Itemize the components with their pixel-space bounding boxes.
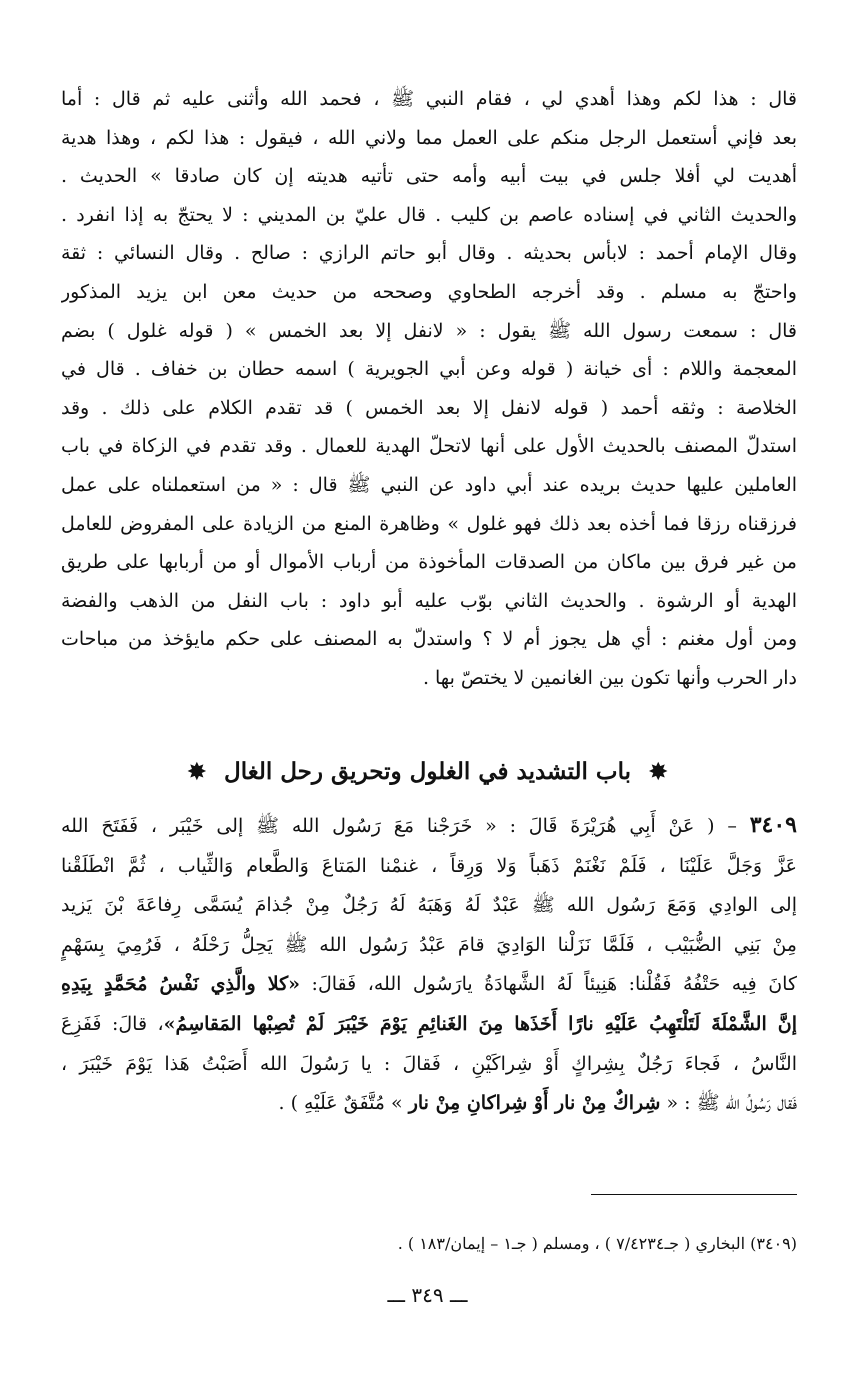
prophetic-saying: إنَّ الشَّمْلَةَ لَتَلْتَهِبُ عَلَيْهِ نارًا أَخَذَها مِنَ الغَنائِمِ يَوْمَ خَيْبَرَ لَمْ تُصِبْها المَقاسِمُ» bbox=[163, 1012, 797, 1035]
hadith-segment: النَّاسُ ، فَجاءَ رَجُلٌ بِشِراكٍ أَوْ شِراكَيْنِ ، فَقالَ : يا رَسُولَ الله أَصَبْتُ هَذا يَوْمَ خَيْبَرَ ، bbox=[61, 1052, 797, 1075]
commentary-line: قال : هذا لكم وهذا أهدي لي ، فقام النبي ﷺ ، فحمد الله وأثنى عليه ثم قال : أما bbox=[61, 88, 797, 110]
hadith-line bbox=[61, 806, 797, 847]
star-ornament-icon: ✸ bbox=[187, 759, 206, 785]
commentary-line: واحتجّ به مسلم . وقد أخرجه الطحاوي وصححه من حديث معن ابن يزيد المذكور bbox=[61, 280, 797, 303]
hadith-line bbox=[61, 1005, 797, 1045]
commentary-line: ومن أول مغنم : أي هل يجوز أم لا ؟ واستدلّ به المصنف على حكم مايؤخذ من مباحات bbox=[61, 628, 797, 651]
hadith-line bbox=[61, 1045, 797, 1085]
chapter-title: باب التشديد في الغلول وتحريق رحل الغال bbox=[224, 758, 631, 785]
hadith-segment: – ( عَنْ أَبِي هُرَيْرَةَ قَالَ : « خَرَجْنا مَعَ رَسُول الله ﷺ إلى خَيْبَر ، فَفَتَحَ الله bbox=[61, 815, 750, 837]
commentary-line: دار الحرب وأنها تكون بين الغانمين لا يختصّ بها . bbox=[422, 666, 797, 689]
footnote: (٣٤٠٩) البخاري ( جـ٧/٤٢٣٤ ) ، ومسلم ( جـ١ – إيمان/١٨٣ ) . bbox=[397, 1234, 797, 1253]
prophetic-saying: شِراكٌ مِنْ نار أَوْ شِراكانِ مِنْ نار bbox=[408, 1092, 661, 1115]
commentary-line: فرزقناه رزقا فما أخذه بعد ذلك فهو غلول » وظاهرة المنع من الزيادة على المفروض للعامل bbox=[61, 512, 797, 535]
commentary-line: أهديت لي أفلا جلس في بيت أبيه وأمه حتى تأتيه هديته إن كان صادقا » الحديث . bbox=[61, 165, 797, 188]
commentary-line: الهدية أو الرشوة . والحديث الثاني بوّب عليه أبو داود : باب النفل من الذهب والفضة bbox=[61, 589, 797, 612]
commentary-line: وقال الإمام أحمد : لابأس بحديثه . وقال أبو حاتم الرازي : صالح . وقال النسائي : ثقة bbox=[61, 242, 797, 265]
hadith-line bbox=[61, 847, 797, 887]
hadith-segment: فَقال رَسُولُ الله ﷺ : « bbox=[660, 1092, 797, 1115]
chapter-heading bbox=[0, 752, 855, 792]
prophetic-saying: «كلا والَّذِي نَفْسُ مُحَمَّدٍ بِيَدِهِ bbox=[61, 973, 301, 996]
commentary-line: قال : سمعت رسول الله ﷺ يقول : « لانفل إلا بعد الخمس » ( قوله غلول ) بضم bbox=[61, 319, 797, 342]
commentary-line: الخلاصة : وثقه أحمد ( قوله لانفل إلا بعد الخمس ) قد تقدم الكلام على ذلك . وقد bbox=[61, 396, 797, 419]
hadith-segment: كانَ فِيه حَتْفُهُ فَقُلْنا: هَنِيئاً لَهُ الشَّهادَةُ يارَسُول الله، فَقالَ: bbox=[300, 973, 797, 996]
hadith-line bbox=[61, 926, 797, 966]
commentary-line: استدلّ المصنف بالحديث الأول على أنها لاتحلّ الهدية للعمال . وقد تقدم في الزكاة في باب bbox=[61, 435, 797, 458]
hadith-line bbox=[61, 965, 797, 1005]
hadith-segment: إلى الوادِي وَمَعَ رَسُول الله ﷺ عَبْدٌ لَهُ وَهَبَهُ لَهُ رَجُلٌ مِنْ جُذامَ يُسَمَّى رِفاعَةَ بْنَ يَزيد bbox=[61, 894, 797, 917]
commentary-text bbox=[61, 80, 797, 698]
hadith-text bbox=[61, 806, 797, 1124]
commentary-line: العاملين عليها حديث بريده عند أبي داود عن النبي ﷺ قال : « من استعملناه على عمل bbox=[61, 473, 797, 496]
star-ornament-icon: ✸ bbox=[649, 759, 668, 785]
footnote-divider bbox=[591, 1194, 797, 1195]
commentary-line: المعجمة واللام : أى خيانة ( قوله وعن أبي الجويرية ) اسمه حطان بن خفاف . قال في bbox=[61, 358, 797, 381]
commentary-line: والحديث الثاني في إسناده عاصم بن كليب . قال عليّ بن المديني : لا يحتجّ به إذا انفرد . bbox=[61, 203, 797, 226]
hadith-segment: » مُتَّفَقٌ عَلَيْهِ ) . bbox=[278, 1092, 409, 1115]
commentary-line: بعد فإني أستعمل الرجل منكم على العمل مما ولاني الله ، فيقول : هذا لكم ، وهذا هدية bbox=[61, 126, 797, 149]
hadith-line bbox=[61, 1084, 797, 1124]
hadith-segment: ، قالَ: فَفَزِعَ bbox=[61, 1012, 164, 1035]
hadith-segment: مِنْ بَنِي الضُّبَيْب ، فَلَمَّا نَزَلْنا الوَادِيَ قامَ عَبْدُ رَسُول الله ﷺ يَحِلُّ رَحْلَهُ ، فَرُمِيَ بِسَهْمٍ bbox=[61, 933, 797, 956]
commentary-line: من غير فرق بين ماكان من الصدقات المأخوذة من أرباب الأموال أو من أربابها على طريق bbox=[61, 551, 797, 574]
hadith-number: ٣٤٠٩ bbox=[749, 812, 797, 838]
hadith-line bbox=[61, 886, 797, 926]
page-number: ـــ ٣٤٩ ـــ bbox=[387, 1283, 468, 1307]
hadith-segment: عَزَّ وَجَلَّ عَلَيْنَا ، فَلَمْ نَغْنَمْ ذَهَباً وَلا وَرِقاً ، غنمْنا المَتاعَ وَالطَّعام وَالثِّياب ، ثُمَّ انْطَلَقْنا bbox=[61, 854, 797, 877]
